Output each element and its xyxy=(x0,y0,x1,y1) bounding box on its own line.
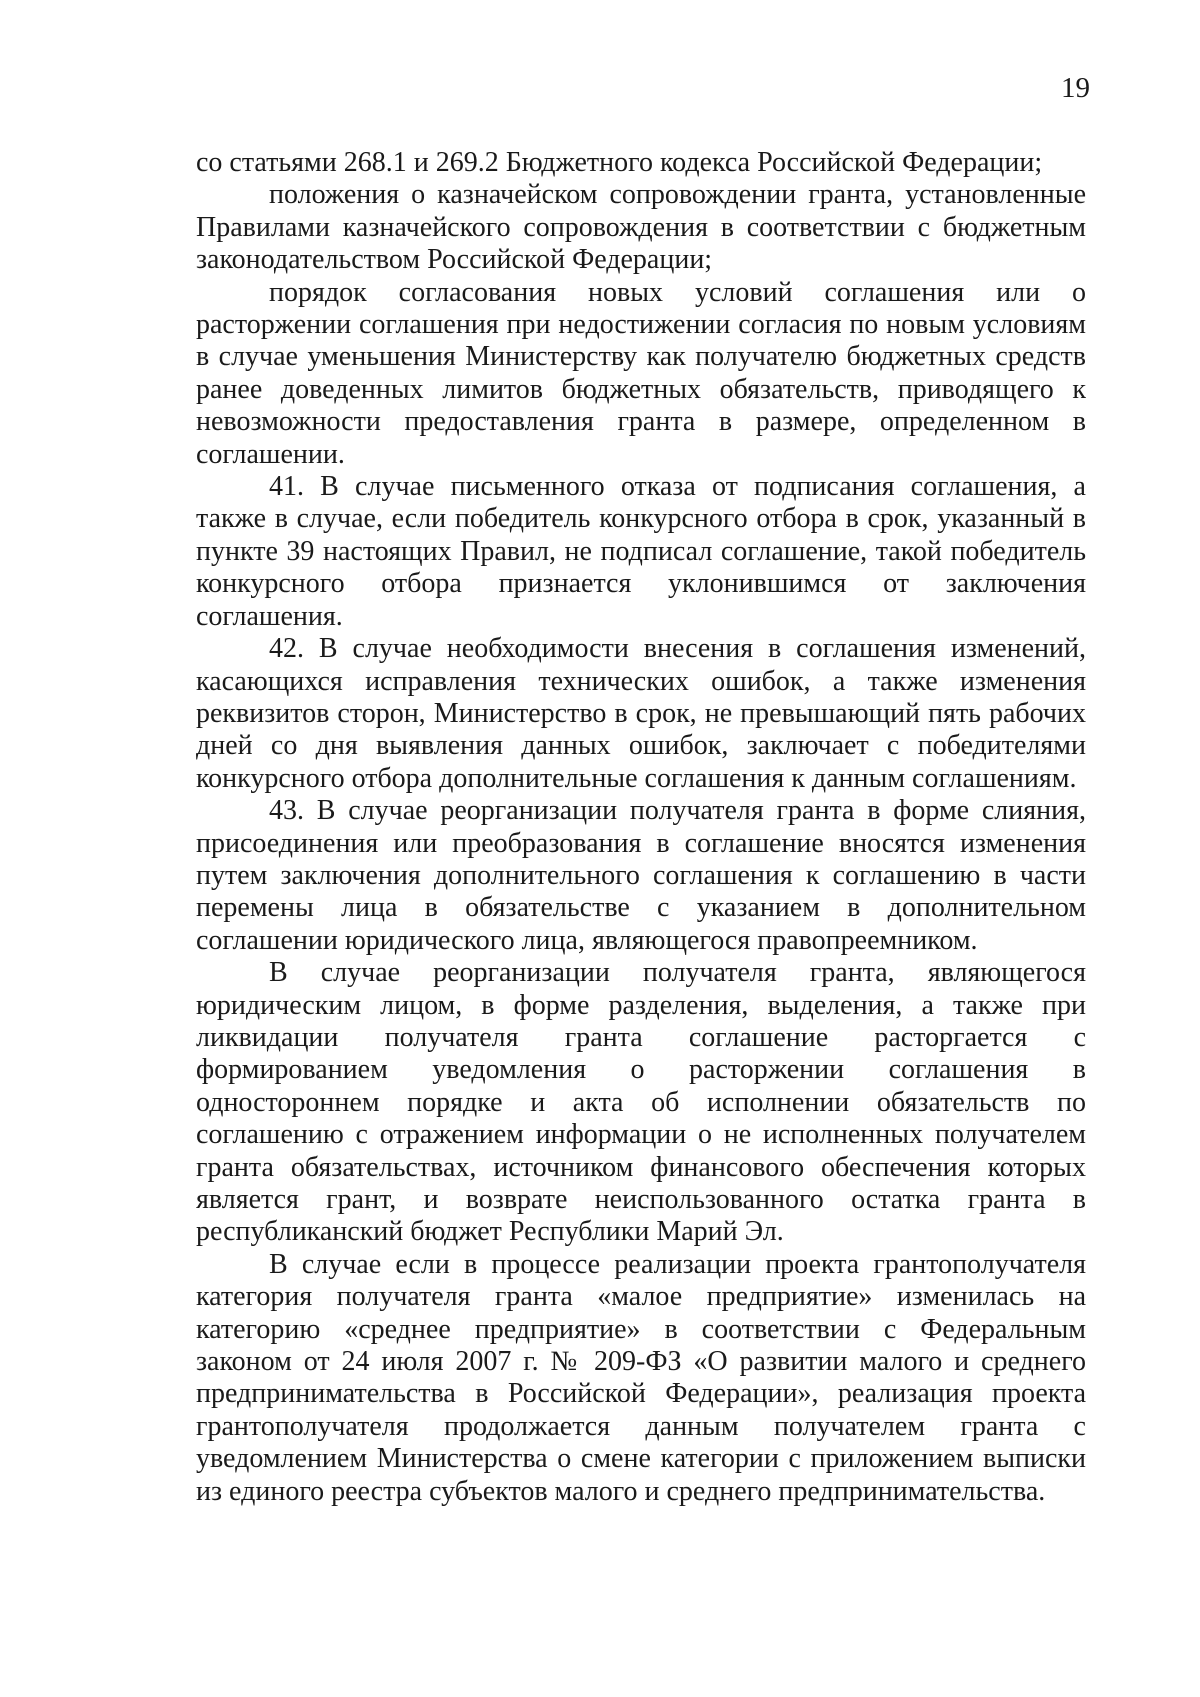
paragraph-treasury-provisions: положения о казначейском сопровождении гранта, установленные Правилами казначейского сопровождения в соответствии с бюджетным законодательством Российской Федерации; xyxy=(196,179,1086,276)
paragraph-reorganization: В случае реорганизации получателя гранта, являющегося юридическим лицом, в форме разделения, выделения, а также при ликвидации получателя гранта соглашение расторгается с формированием уведомления о расторжении соглашения в одностороннем порядке и акта об исполнении обязательств по соглашению с отражением информации о не исполненных получателем гранта обязательствах, источником финансового обеспечения которых является грант, и возврате неиспользованного остатка гранта в республиканский бюджет Республики Марий Эл. xyxy=(196,957,1086,1248)
paragraph-category-change: В случае если в процессе реализации проекта грантополучателя категория получателя гранта «малое предприятие» изменилась на категорию «среднее предприятие» в соответствии с Федеральным законом от 24 июля 2007 г. № 209-ФЗ «О развитии малого и среднего предпринимательства в Российской Федерации», реализация проекта грантополучателя продолжается данным получателем гранта с уведомлением Министерства о смене категории с приложением выписки из единого реестра субъектов малого и среднего предпринимательства. xyxy=(196,1248,1086,1507)
paragraph-item-42: 42. В случае необходимости внесения в соглашения изменений, касающихся исправления технических ошибок, а также изменения реквизитов сторон, Министерство в срок, не превышающий пять рабочих дней со дня выявления данных ошибок, заключает с победителями конкурсного отбора дополнительные соглашения к данным соглашениям. xyxy=(196,633,1086,794)
paragraph-agreement-procedure: порядок согласования новых условий соглашения или о расторжении соглашения при недостижении согласия по новым условиям в случае уменьшения Министерству как получателю бюджетных средств ранее доведенных лимитов бюджетных обязательств, приводящего к невозможности предоставления гранта в размере, определенном в соглашении. xyxy=(196,276,1086,470)
paragraph-item-43: 43. В случае реорганизации получателя гранта в форме слияния, присоединения или преобразования в соглашение вносятся изменения путем заключения дополнительного соглашения к соглашению в части перемены лица в обязательстве с указанием в дополнительном соглашении юридического лица, являющегося правопреемником. xyxy=(196,795,1086,956)
page-number: 19 xyxy=(1061,72,1090,104)
paragraph-continuation: со статьями 268.1 и 269.2 Бюджетного кодекса Российской Федерации; xyxy=(196,147,1043,178)
paragraph-item-41: 41. В случае письменного отказа от подписания соглашения, а также в случае, если победитель конкурсного отбора в срок, указанный в пункте 39 настоящих Правил, не подписал соглашение, такой победитель конкурсного отбора признается уклонившимся от заключения соглашения. xyxy=(196,471,1086,632)
document-body xyxy=(196,147,1086,1508)
